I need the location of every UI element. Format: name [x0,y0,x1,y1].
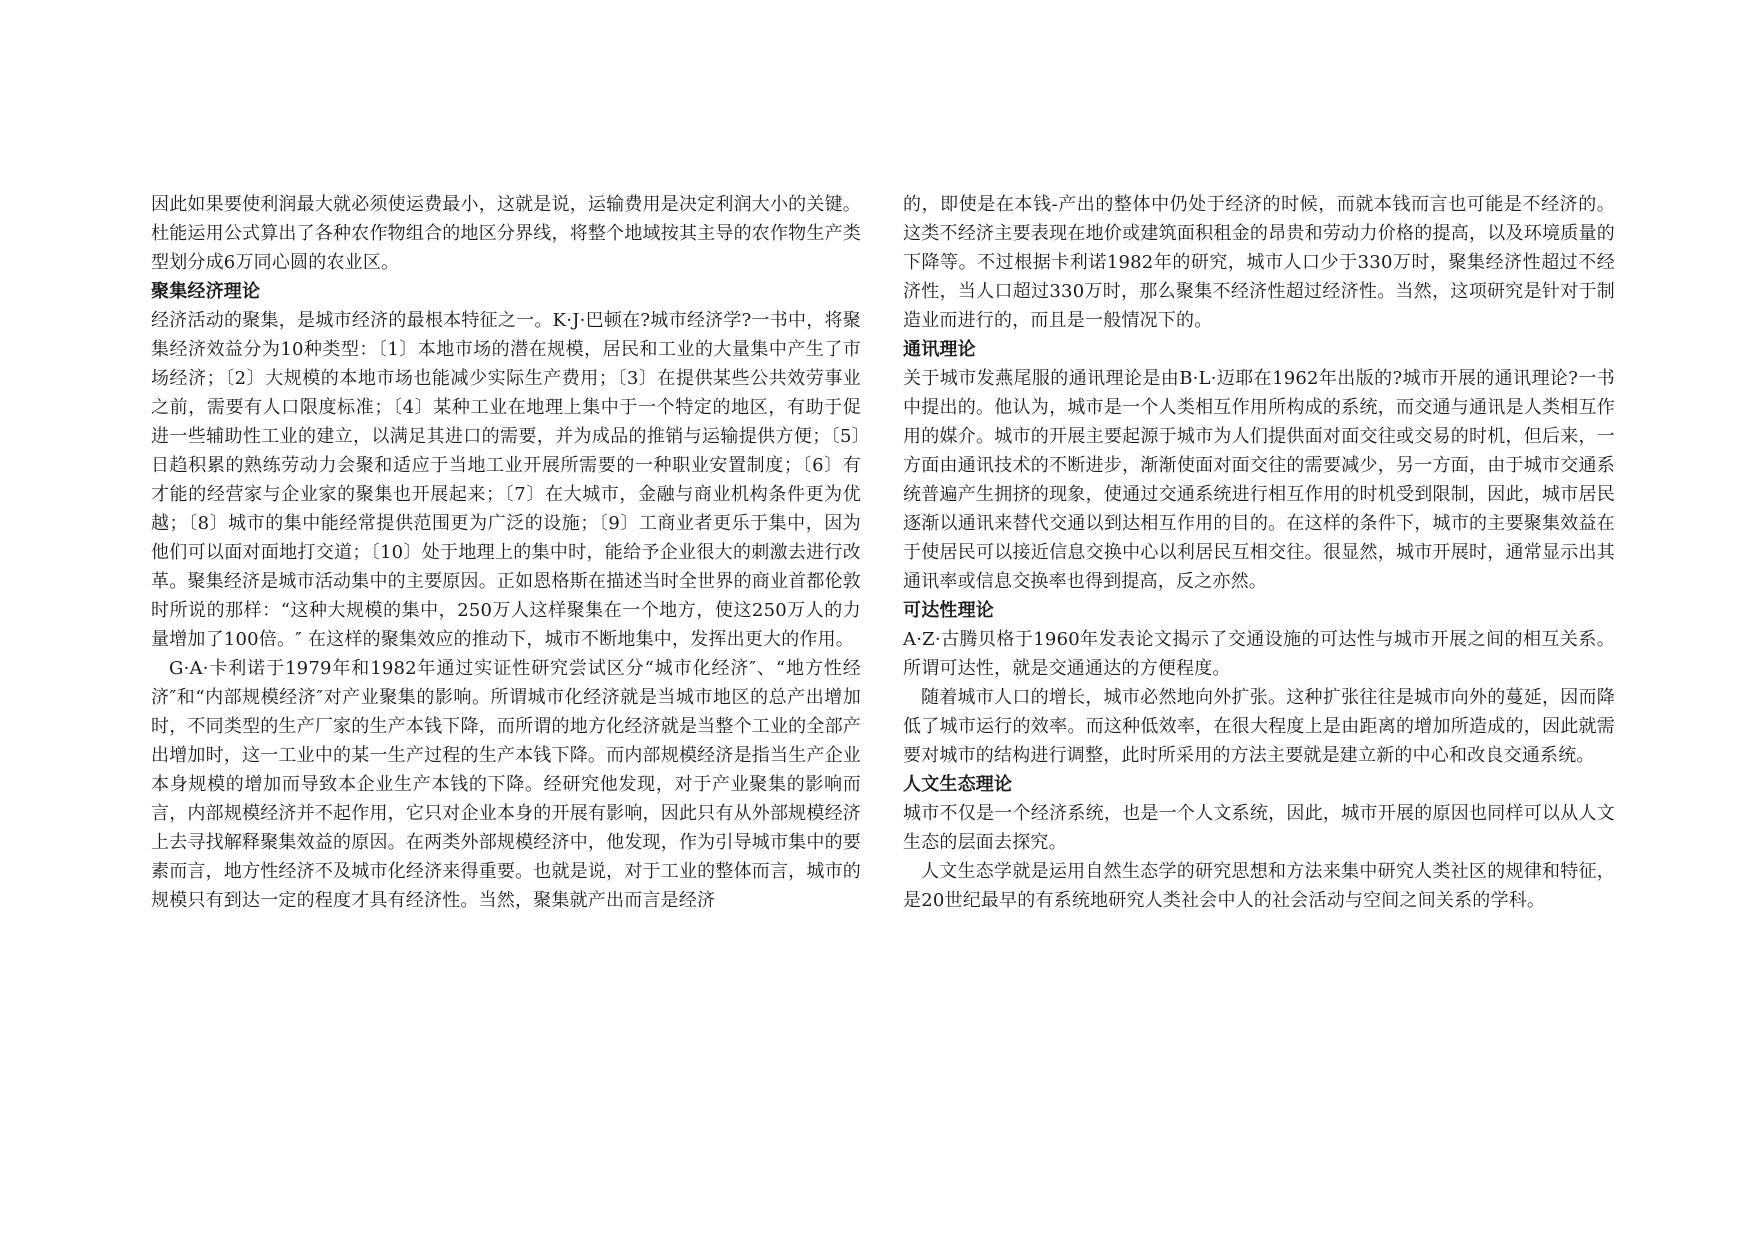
paragraph-diseconomy: 的，即使是在本钱-产出的整体中仍处于经济的时候，而就本钱而言也可能是不经济的。这类不经济主要表现在地价或建筑面积租金的昂贵和劳动力价格的提高，以及环境质量的下降等。不过根据卡利诺1982年的研究，城市人口少于330万时，聚集经济性超过不经济性，当人口超过330万时，那么聚集不经济性超过经济性。当然，这项研究是针对于制造业而进行的，而且是一般情况下的。 [903,194,1615,331]
paragraph-urban-expansion: 随着城市人口的增长，城市必然地向外扩张。这种扩张往往是城市向外的蔓延，因而降低了城市运行的效率。而这种低效率，在很大程度上是由距离的增加所造成的，因此就需要对城市的结构进行调整，此时所采用的方法主要就是建立新的中心和改良交通系统。 [903,687,1615,766]
paragraph-accessibility-definition: A·Z·古腾贝格于1960年发表论文揭示了交通设施的可达性与城市开展之间的相互关系。所谓可达性，就是交通通达的方便程度。 [903,629,1615,679]
paragraph-agglomeration-types: 经济活动的聚集，是城市经济的最根本特征之一。K·J·巴顿在?城市经济学?一书中，将聚集经济效益分为10种类型：〔1〕本地市场的潜在规模，居民和工业的大量集中产生了市场经济；〔2〕大规模的本地市场也能减少实际生产费用；〔3〕在提供某些公共效劳事业之前，需要有人口限度标准；〔4〕某种工业在地理上集中于一个特定的地区，有助于促进一些辅助性工业的建立，以满足其进口的需要，并为成品的推销与运输提供方便；〔5〕日趋积累的熟练劳动力会聚和适应于当地工业开展所需要的一种职业安置制度；〔6〕有才能的经营家与企业家的聚集也开展起来；〔7〕在大城市，金融与商业机构条件更为优越；〔8〕城市的集中能经常提供范围更为广泛的设施；〔9〕工商业者更乐于集中，因为他们可以面对面地打交道；〔10〕处于地理上的集中时，能给予企业很大的刺激去进行改革。聚集经济是城市活动集中的主要原因。正如恩格斯在描述当时全世界的商业首都伦敦时所说的那样：“这种大规模的集中，250万人这样聚集在一个地方，使这250万人的力量增加了100倍。″ 在这样的聚集效应的推动下，城市不断地集中，发挥出更大的作用。 [151,310,861,650]
heading-communication-theory: 通讯理论 [903,339,976,360]
left-column [151,190,861,915]
paragraph-human-ecology: 人文生态学就是运用自然生态学的研究思想和方法来集中研究人类社区的规律和特征，是20世纪最早的有系统地研究人类社会中人的社会活动与空间之间关系的学科。 [903,861,1615,911]
right-column [903,190,1615,915]
heading-agglomeration-theory: 聚集经济理论 [151,281,261,302]
heading-human-ecology-theory: 人文生态理论 [903,774,1013,795]
heading-accessibility-theory: 可达性理论 [903,600,994,621]
paragraph-carlino-study: G·A·卡利诺于1979年和1982年通过实证性研究尝试区分“城市化经济″、“地方性经济″和“内部规模经济″对产业聚集的影响。所谓城市化经济就是当城市地区的总产出增加时，不同类型的生产厂家的生产本钱下降，而所谓的地方化经济就是当整个工业的全部产出增加时，这一工业中的某一生产过程的生产本钱下降。而内部规模经济是指当生产企业本身规模的增加而导致本企业生产本钱的下降。经研究他发现，对于产业聚集的影响而言，内部规模经济并不起作用，它只对企业本身的开展有影响，因此只有从外部规模经济上去寻找解释聚集效益的原因。在两类外部规模经济中，他发现，作为引导城市集中的要素而言，地方性经济不及城市化经济来得重要。也就是说，对于工业的整体而言，城市的规模只有到达一定的程度才具有经济性。当然，聚集就产出而言是经济 [151,658,861,911]
paragraph-thunen-conclusion: 因此如果要使利润最大就必须使运费最小，这就是说，运输费用是决定利润大小的关键。杜能运用公式算出了各种农作物组合的地区分界线，将整个地域按其主导的农作物生产类型划分成6万同心圆的农业区。 [151,194,861,273]
paragraph-human-system: 城市不仅是一个经济系统，也是一个人文系统，因此，城市开展的原因也同样可以从人文生态的层面去探究。 [903,803,1615,853]
paragraph-communication-theory: 关于城市发燕尾服的通讯理论是由B·L·迈耶在1962年出版的?城市开展的通讯理论?一书中提出的。他认为，城市是一个人类相互作用所构成的系统，而交通与通讯是人类相互作用的媒介。城市的开展主要起源于城市为人们提供面对面交往或交易的时机，但后来，一方面由通讯技术的不断进步，渐渐使面对面交往的需要减少，另一方面，由于城市交通系统普遍产生拥挤的现象，使通过交通系统进行相互作用的时机受到限制，因此，城市居民逐渐以通讯来替代交通以到达相互作用的目的。在这样的条件下，城市的主要聚集效益在于使居民可以接近信息交换中心以利居民互相交往。很显然，城市开展时，通常显示出其通讯率或信息交换率也得到提高，反之亦然。 [903,368,1615,592]
